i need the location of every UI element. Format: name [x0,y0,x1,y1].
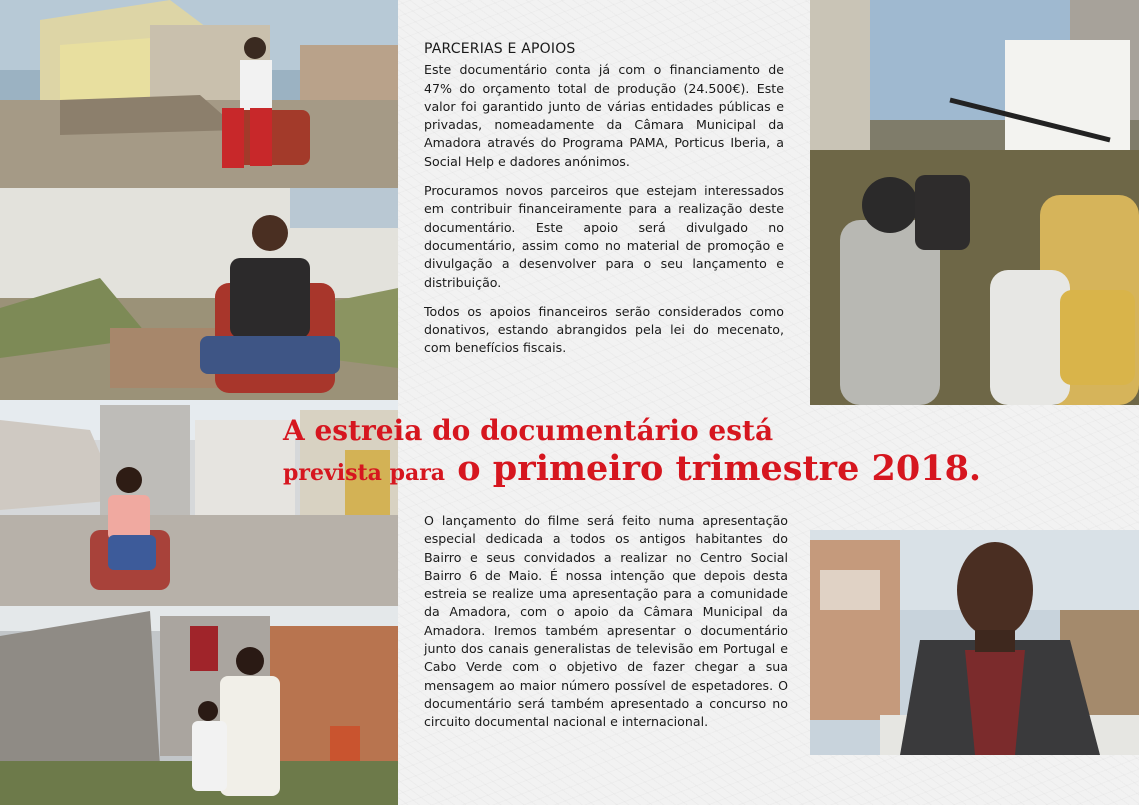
section-heading: PARCERIAS E APOIOS [424,41,576,57]
funding-paragraph: Este documentário conta já com o financiamento de 47% do orçamento total de produção (24.500€). Este valor foi garantido junto de várias entidades públicas e privadas, nomeadamente da Câmara Municipal da Amadora através do Programa PAMA, Porticus Iberia, a Social Help e dadores anónimos. [424,62,784,169]
headline-line-2-date: o primeiro trimestre 2018. [445,448,982,489]
headline-line-1: A estreia do documentário está [283,414,774,447]
headline-line-2-prefix: prevista para [283,460,446,486]
photo-man-demolition-site [0,0,398,188]
launch-section [424,512,788,743]
partners-paragraph: Procuramos novos parceiros que estejam interessados em contribuir financeiramente para a realização deste documentário. Este apoio será divulgado no documentário, assim como no material de promoção e divulgação a desenvolver para o seu lançamento e distribuição. [424,183,784,290]
partnerships-section [424,40,784,369]
photo-film-crew [810,0,1139,405]
photo-man-closeup [810,530,1139,755]
photo-man-armchair [0,188,398,400]
donations-paragraph: Todos os apoios financeiros serão considerados como donativos, estando abrangidos pela lei do mecenato, com benefícios fiscais. [424,303,784,356]
premiere-headline [283,412,1133,494]
launch-paragraph: O lançamento do filme será feito numa apresentação especial dedicada a todos os antigos habitantes do Bairro e seus convidados a realizar no Centro Social Bairro 6 de Maio. É nossa intenção que depois desta estreia se realize uma apresentação para a comunidade da Amadora, com o apoio da Câmara Municipal da Amadora. Iremos também apresentar o documentário junto dos canais generalistas de televisão em Portugal e Cabo Verde com o objetivo de fazer chegar a sua mensagem ao maior número possível de espetadores. O documentário será também apresentado a concurso no circuito documental nacional e internacional. [424,513,788,730]
photo-woman-child-house [0,606,398,805]
